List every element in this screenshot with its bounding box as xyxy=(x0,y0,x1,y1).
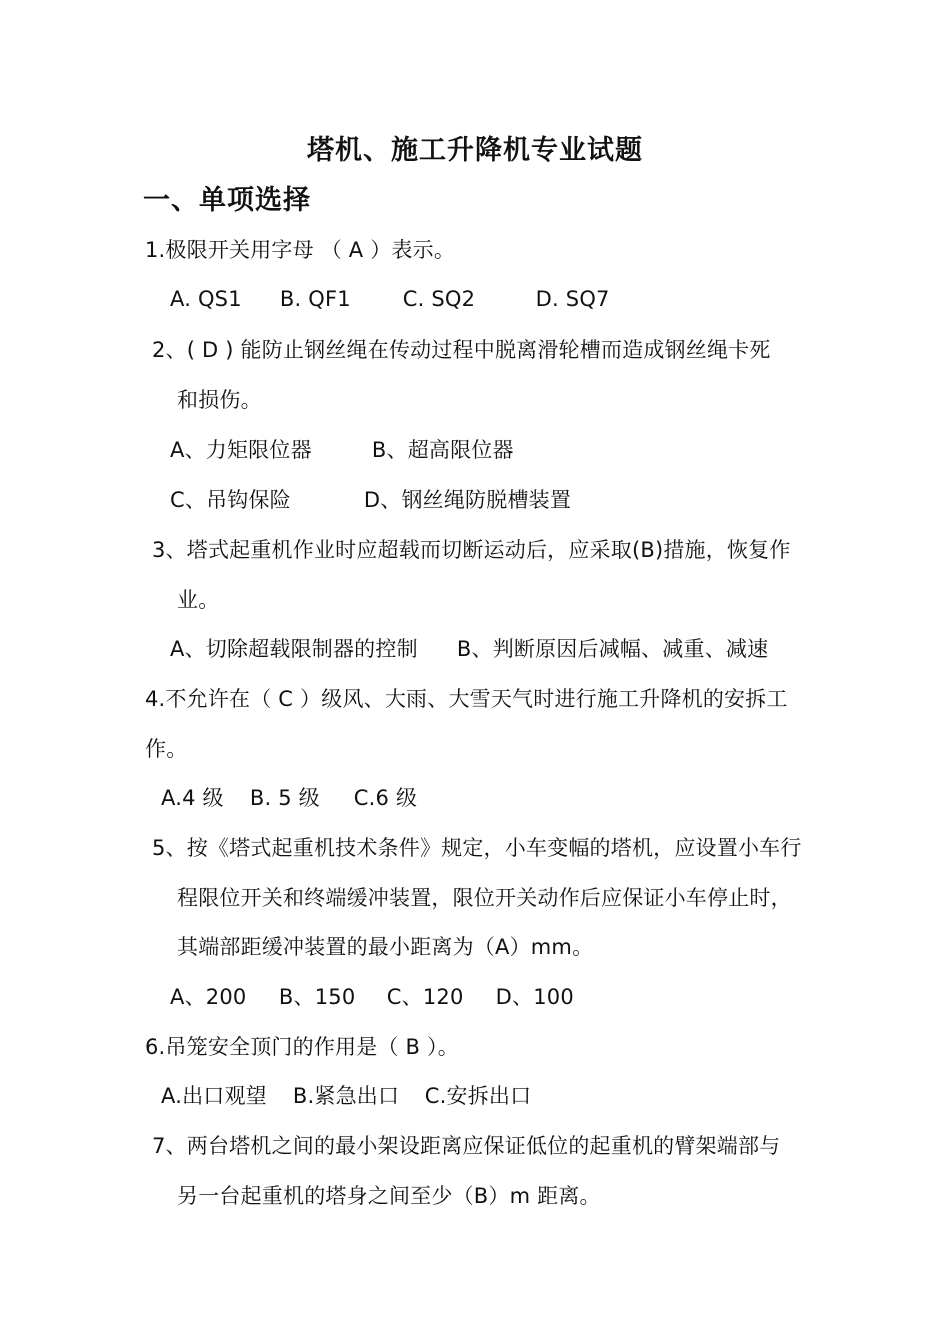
question-6-options xyxy=(161,1082,531,1110)
option-b: B.紧急出口 xyxy=(292,1084,400,1108)
option-a: A、200 xyxy=(170,985,247,1009)
question-3-stem-line-2: 业。 xyxy=(177,588,220,612)
option-d: D、100 xyxy=(495,985,574,1009)
option-b: B、判断原因后减幅、减重、减速 xyxy=(456,637,769,661)
question-5-stem-line-1: 5、按《塔式起重机技术条件》规定，小车变幅的塔机，应设置小车行 xyxy=(152,836,802,860)
question-5-stem-line-3: 其端部距缓冲装置的最小距离为（A）mm。 xyxy=(177,935,594,959)
option-a: A、力矩限位器 xyxy=(170,438,312,462)
question-4-stem-line-2: 作。 xyxy=(145,737,188,761)
question-6-stem: 6.吊笼安全顶门的作用是（ B ）。 xyxy=(145,1035,459,1059)
option-c: C、120 xyxy=(386,985,464,1009)
option-a: A.4 级 xyxy=(161,786,224,810)
question-2-options-row-1 xyxy=(170,436,514,464)
question-4-options xyxy=(161,784,417,812)
option-c: C、吊钩保险 xyxy=(170,488,291,512)
option-b: B. 5 级 xyxy=(249,786,320,810)
page-title: 塔机、施工升降机专业试题 xyxy=(307,135,643,166)
question-3-stem-line-1: 3、塔式起重机作业时应超载而切断运动后，应采取(B)措施，恢复作 xyxy=(152,538,791,562)
question-2-stem-line-1: 2、( D ) 能防止钢丝绳在传动过程中脱离滑轮槽而造成钢丝绳卡死 xyxy=(152,338,771,362)
option-b: B、150 xyxy=(278,985,356,1009)
question-3-options xyxy=(170,635,768,663)
option-b: B. QF1 xyxy=(279,287,351,311)
question-4-stem-line-1: 4.不允许在（ C ）级风、大雨、大雪天气时进行施工升降机的安拆工 xyxy=(145,687,788,711)
option-b: B、超高限位器 xyxy=(371,438,514,462)
option-c: C.安拆出口 xyxy=(424,1084,532,1108)
option-c: C.6 级 xyxy=(353,786,418,810)
option-c: C. SQ2 xyxy=(402,287,476,311)
section-heading: 一、单项选择 xyxy=(143,185,311,216)
option-a: A、切除超载限制器的控制 xyxy=(170,637,418,661)
question-2-options-row-2 xyxy=(170,486,571,514)
question-5-stem-line-2: 程限位开关和终端缓冲装置，限位开关动作后应保证小车停止时， xyxy=(177,886,792,910)
option-a: A. QS1 xyxy=(170,287,242,311)
question-7-stem-line-2: 另一台起重机的塔身之间至少（B）m 距离。 xyxy=(177,1184,601,1208)
option-d: D. SQ7 xyxy=(535,287,610,311)
question-2-stem-line-2: 和损伤。 xyxy=(177,388,262,412)
question-7-stem-line-1: 7、两台塔机之间的最小架设距离应保证低位的起重机的臂架端部与 xyxy=(152,1134,781,1158)
option-a: A.出口观望 xyxy=(161,1084,267,1108)
question-1-options xyxy=(170,285,610,313)
question-5-options xyxy=(170,983,574,1011)
question-1-stem: 1.极限开关用字母 （ A ）表示。 xyxy=(145,238,456,262)
option-d: D、钢丝绳防脱槽装置 xyxy=(363,488,572,512)
